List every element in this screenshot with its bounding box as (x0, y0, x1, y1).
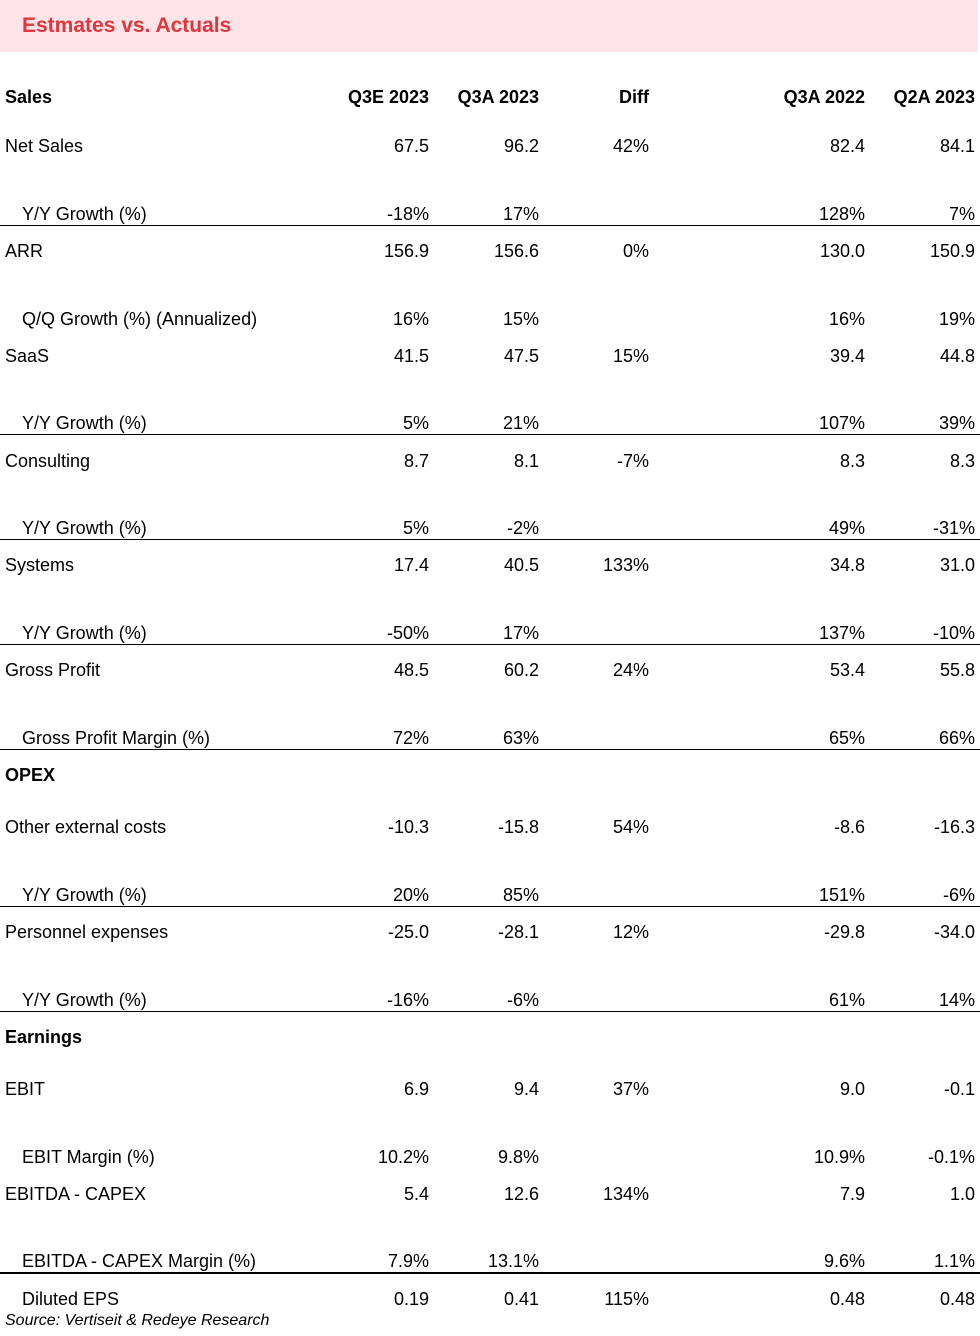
cell-q3a22: 107% (758, 382, 870, 434)
row-label: Other external costs (5, 817, 167, 838)
table-row (0, 801, 980, 853)
row-label: Net Sales (5, 136, 84, 157)
cell-q3a: 0.41 (503, 1289, 539, 1310)
cell-q2a23: -34.0 (933, 922, 975, 943)
cell-q3a22: 9.0 (839, 1079, 865, 1100)
row-label: Gross Profit Margin (%) (0, 697, 324, 749)
cell-q3a22: 9.6% (758, 1221, 870, 1273)
section-label: OPEX (5, 765, 56, 786)
cell-diff (544, 487, 654, 539)
cell-q3a22: -8.6 (833, 817, 865, 838)
table-row (0, 1063, 980, 1115)
cell-q3a: 63% (434, 697, 544, 749)
row-label: EBIT (5, 1079, 46, 1100)
cell-q3a: 17% (434, 173, 544, 225)
table-row (0, 330, 980, 382)
cell-q3a: 47.5 (503, 345, 539, 366)
cell-q3e: 48.5 (393, 660, 429, 681)
cell-q3a22: 151% (758, 854, 870, 906)
cell-q3a22: 82.4 (829, 136, 865, 157)
row-label: Y/Y Growth (%) (0, 487, 324, 539)
cell-q2a23: -0.1% (927, 1147, 975, 1168)
cell-q3a: -28.1 (497, 922, 539, 943)
cell-q2a23: -6% (870, 854, 980, 906)
cell-diff: 12% (612, 922, 649, 943)
cell-q3e: 6.9 (403, 1079, 429, 1100)
row-label: Y/Y Growth (%) (0, 854, 324, 906)
cell-q3e: -10.3 (387, 817, 429, 838)
row-label: Diluted EPS (22, 1289, 120, 1310)
cell-q2a23: 55.8 (939, 660, 975, 681)
cell-q2a23: 39% (870, 382, 980, 434)
row-label: EBIT Margin (%) (22, 1147, 155, 1168)
cell-q3e: 7.9% (324, 1221, 434, 1273)
cell-diff: 24% (612, 660, 649, 681)
cell-q2a23: -31% (870, 487, 980, 539)
row-label: Y/Y Growth (%) (0, 592, 324, 644)
header-q3a-2022: Q3A 2022 (783, 87, 865, 108)
cell-q3a: 40.5 (503, 555, 539, 576)
cell-q3a22: 49% (758, 487, 870, 539)
cell-q2a23: 66% (870, 697, 980, 749)
section-row-earnings (0, 1011, 980, 1063)
cell-q3a22: 61% (758, 959, 870, 1011)
row-label: Systems (5, 555, 75, 576)
title-bar (0, 0, 978, 52)
cell-q3e: -50% (324, 592, 434, 644)
cell-q3e: 8.7 (403, 450, 429, 471)
cell-q3e: 72% (324, 697, 434, 749)
cell-q2a23: 14% (870, 959, 980, 1011)
cell-q3a22: 137% (758, 592, 870, 644)
cell-q3e: 10.2% (377, 1147, 429, 1168)
cell-q3e: 67.5 (393, 136, 429, 157)
cell-diff (544, 592, 654, 644)
cell-q3a: 156.6 (493, 241, 539, 262)
page-title: Estmates vs. Actuals (22, 14, 232, 37)
table-row (0, 1221, 980, 1273)
cell-q3a22: 0.48 (829, 1289, 865, 1310)
header-q2a-2023: Q2A 2023 (893, 87, 975, 108)
cell-q3e: 41.5 (393, 345, 429, 366)
table-row (0, 382, 980, 434)
cell-q3a22: 16% (828, 308, 865, 329)
cell-q2a23: -10% (870, 592, 980, 644)
cell-q3a22: 128% (758, 173, 870, 225)
cell-q3e: 5% (324, 487, 434, 539)
estimates-table (0, 68, 980, 1325)
cell-q3e: 16% (392, 308, 429, 329)
cell-q3a: 9.4 (513, 1079, 539, 1100)
cell-q3a: 85% (434, 854, 544, 906)
cell-q3a22: 10.9% (813, 1147, 865, 1168)
table-row (0, 225, 980, 277)
row-label: SaaS (5, 345, 50, 366)
cell-q2a23: -16.3 (933, 817, 975, 838)
cell-diff: 133% (602, 555, 649, 576)
cell-q3a: 17% (434, 592, 544, 644)
cell-diff (544, 959, 654, 1011)
row-label: Q/Q Growth (%) (Annualized) (22, 308, 258, 329)
table-header-row (0, 68, 980, 120)
table-row (0, 854, 980, 906)
cell-diff: 37% (612, 1079, 649, 1100)
table-row (0, 592, 980, 644)
header-label: Sales (5, 87, 53, 108)
table-row (0, 435, 980, 487)
cell-diff (544, 854, 654, 906)
cell-diff (544, 382, 654, 434)
cell-q3a: -6% (434, 959, 544, 1011)
row-label: Gross Profit (5, 660, 101, 681)
cell-diff: 15% (612, 345, 649, 366)
cell-diff (544, 1221, 654, 1273)
section-row-opex (0, 749, 980, 801)
cell-q3a: 15% (502, 308, 539, 329)
table-row (0, 644, 980, 696)
cell-q3a: 12.6 (503, 1183, 539, 1204)
row-label: Y/Y Growth (%) (0, 959, 324, 1011)
cell-q3a22: 8.3 (839, 450, 865, 471)
cell-q3a22: 53.4 (829, 660, 865, 681)
row-label: ARR (5, 241, 44, 262)
header-diff: Diff (619, 87, 649, 108)
cell-q3a22: 7.9 (839, 1183, 865, 1204)
cell-q3a: 9.8% (497, 1147, 539, 1168)
cell-q3e: 5.4 (403, 1183, 429, 1204)
cell-diff: 54% (612, 817, 649, 838)
cell-diff (544, 278, 654, 330)
table-row (0, 173, 980, 225)
header-q3e-2023: Q3E 2023 (347, 87, 429, 108)
cell-q2a23: -0.1 (943, 1079, 975, 1100)
cell-q3a: 13.1% (434, 1221, 544, 1273)
cell-q3e: -18% (324, 173, 434, 225)
cell-q3e: 156.9 (383, 241, 429, 262)
cell-q3a: 96.2 (503, 136, 539, 157)
cell-diff: 134% (602, 1183, 649, 1204)
table-row (0, 120, 980, 172)
row-label: Y/Y Growth (%) (0, 382, 324, 434)
row-label: Y/Y Growth (%) (0, 173, 324, 225)
header-q3a-2023: Q3A 2023 (457, 87, 539, 108)
table-row (0, 697, 980, 749)
cell-diff (544, 173, 654, 225)
cell-q3a22: 130.0 (819, 241, 865, 262)
row-label: EBITDA - CAPEX Margin (%) (0, 1221, 324, 1273)
table-row (0, 1116, 980, 1168)
cell-q3e: 0.19 (393, 1289, 429, 1310)
row-label: EBITDA - CAPEX (5, 1183, 147, 1204)
cell-q3a22: 39.4 (829, 345, 865, 366)
cell-q2a23: 8.3 (949, 450, 975, 471)
table-row (0, 906, 980, 958)
cell-q2a23: 7% (870, 173, 980, 225)
cell-diff (544, 697, 654, 749)
cell-q2a23: 31.0 (939, 555, 975, 576)
cell-q3e: 20% (324, 854, 434, 906)
table-row (0, 278, 980, 330)
cell-q3a22: 65% (758, 697, 870, 749)
cell-q3a: -15.8 (497, 817, 539, 838)
cell-diff: 42% (612, 136, 649, 157)
cell-q3a: 8.1 (513, 450, 539, 471)
row-label: Consulting (5, 450, 91, 471)
cell-q3a22: -29.8 (823, 922, 865, 943)
table-row (0, 959, 980, 1011)
table-row (0, 1168, 980, 1220)
cell-q2a23: 150.9 (929, 241, 975, 262)
table-row (0, 540, 980, 592)
cell-diff: -7% (616, 450, 649, 471)
cell-q3a22: 34.8 (829, 555, 865, 576)
cell-q3e: 5% (324, 382, 434, 434)
cell-q3e: 17.4 (393, 555, 429, 576)
cell-q3e: -25.0 (387, 922, 429, 943)
source-note: Source: Vertiseit & Redeye Research (5, 1312, 270, 1329)
cell-q3a: -2% (434, 487, 544, 539)
cell-q2a23: 84.1 (939, 136, 975, 157)
section-label: Earnings (5, 1026, 83, 1047)
row-label: Personnel expenses (5, 922, 169, 943)
cell-diff: 115% (604, 1289, 649, 1310)
cell-q3a: 21% (434, 382, 544, 434)
cell-q2a23: 44.8 (939, 345, 975, 366)
cell-q2a23: 19% (938, 308, 975, 329)
cell-q2a23: 1.0 (949, 1183, 975, 1204)
cell-q2a23: 0.48 (939, 1289, 975, 1310)
cell-q2a23: 1.1% (870, 1221, 980, 1273)
table-row (0, 487, 980, 539)
cell-diff: 0% (622, 241, 649, 262)
cell-q3a: 60.2 (503, 660, 539, 681)
cell-diff (544, 1116, 654, 1168)
cell-q3e: -16% (324, 959, 434, 1011)
